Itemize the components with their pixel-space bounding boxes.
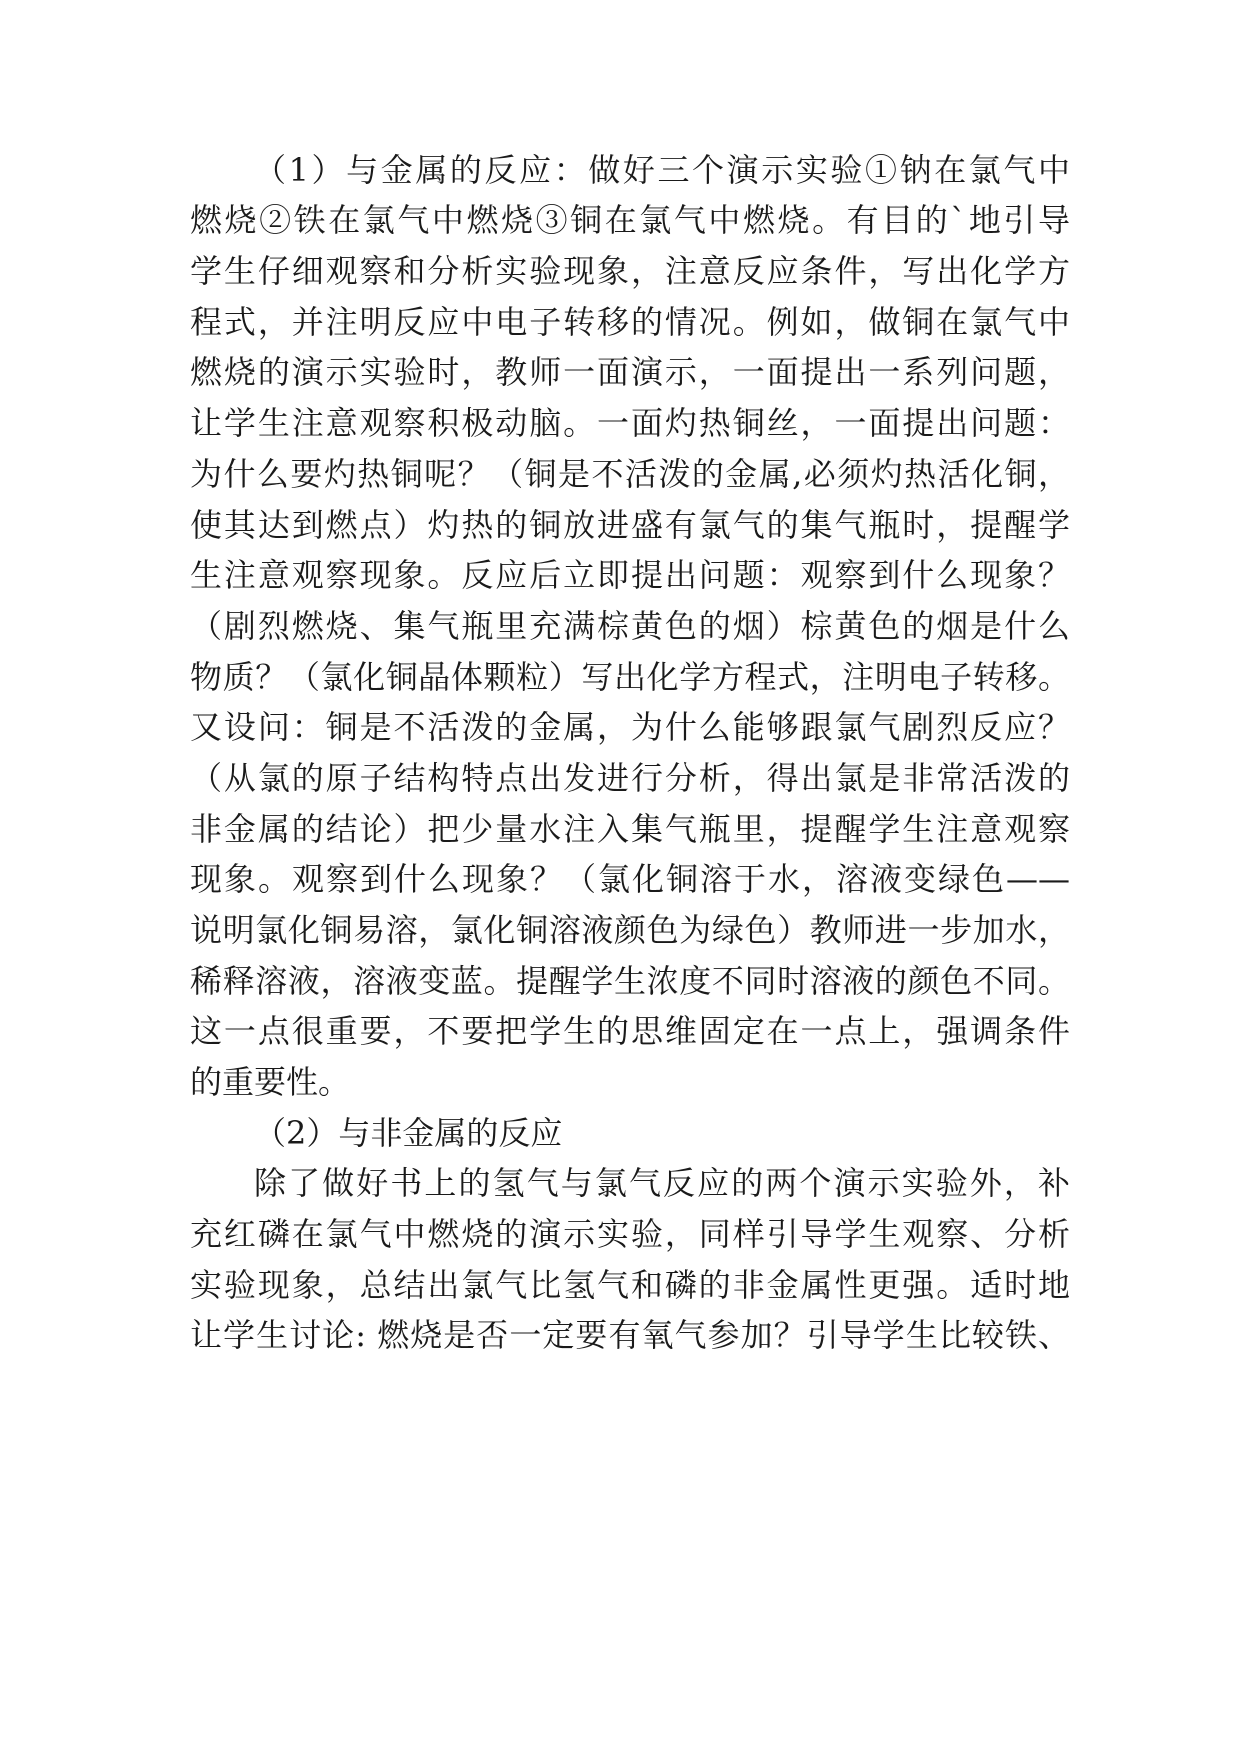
paragraph-1-line: 的重要性。 [190,1063,351,1101]
paragraph-1-line: 为什么要灼热铜呢？（铜是不活泼的金属,必须灼热活化铜， [190,455,1070,493]
paragraph-2-line: 实验现象，总结出氯气比氢气和磷的非金属性更强。适时地 [190,1266,1070,1304]
paragraph-1-line: 使其达到燃点）灼热的铜放进盛有氯气的集气瓶时，提醒学 [190,506,1070,544]
section-heading-2: （2）与非金属的反应 [254,1114,563,1152]
paragraph-1-line: 燃烧②铁在氯气中燃烧③铜在氯气中燃烧。有目的`地引导 [190,201,1070,239]
paragraph-1-line: 学生仔细观察和分析实验现象，注意反应条件，写出化学方 [190,252,1070,290]
paragraph-1-line: 这一点很重要，不要把学生的思维固定在一点上，强调条件 [190,1012,1070,1050]
paragraph-1-line: 稀释溶液，溶液变蓝。提醒学生浓度不同时溶液的颜色不同。 [190,962,1070,1000]
paragraph-1-line: （剧烈燃烧、集气瓶里充满棕黄色的烟）棕黄色的烟是什么 [190,607,1070,645]
paragraph-1-line: 又设问：铜是不活泼的金属，为什么能够跟氯气剧烈反应？ [190,708,1070,746]
paragraph-2-line: 除了做好书上的氢气与氯气反应的两个演示实验外，补 [254,1164,1070,1202]
paragraph-1-line: 让学生注意观察积极动脑。一面灼热铜丝，一面提出问题： [190,404,1070,442]
paragraph-2-line: 让学生讨论: 燃烧是否一定要有氧气参加？引导学生比较铁、 [190,1316,1070,1354]
paragraph-1-line: 物质？（氯化铜晶体颗粒）写出化学方程式，注明电子转移。 [190,658,1070,696]
paragraph-1-line: 说明氯化铜易溶，氯化铜溶液颜色为绿色）教师进一步加水， [190,911,1070,949]
paragraph-2-line: 充红磷在氯气中燃烧的演示实验，同样引导学生观察、分析 [190,1215,1070,1253]
paragraph-1-line: （从氯的原子结构特点出发进行分析，得出氯是非常活泼的 [190,759,1070,797]
paragraph-1-line: 现象。观察到什么现象？（氯化铜溶于水，溶液变绿色—— [190,860,1070,898]
paragraph-1-line: 程式，并注明反应中电子转移的情况。例如，做铜在氯气中 [190,303,1070,341]
paragraph-1-line: 燃烧的演示实验时，教师一面演示，一面提出一系列问题， [190,353,1070,391]
paragraph-1-line: 非金属的结论）把少量水注入集气瓶里，提醒学生注意观察 [190,810,1070,848]
paragraph-1-line: （1）与金属的反应：做好三个演示实验①钠在氯气中 [254,151,1070,189]
paragraph-1-line: 生注意观察现象。反应后立即提出问题：观察到什么现象？ [190,556,1070,594]
